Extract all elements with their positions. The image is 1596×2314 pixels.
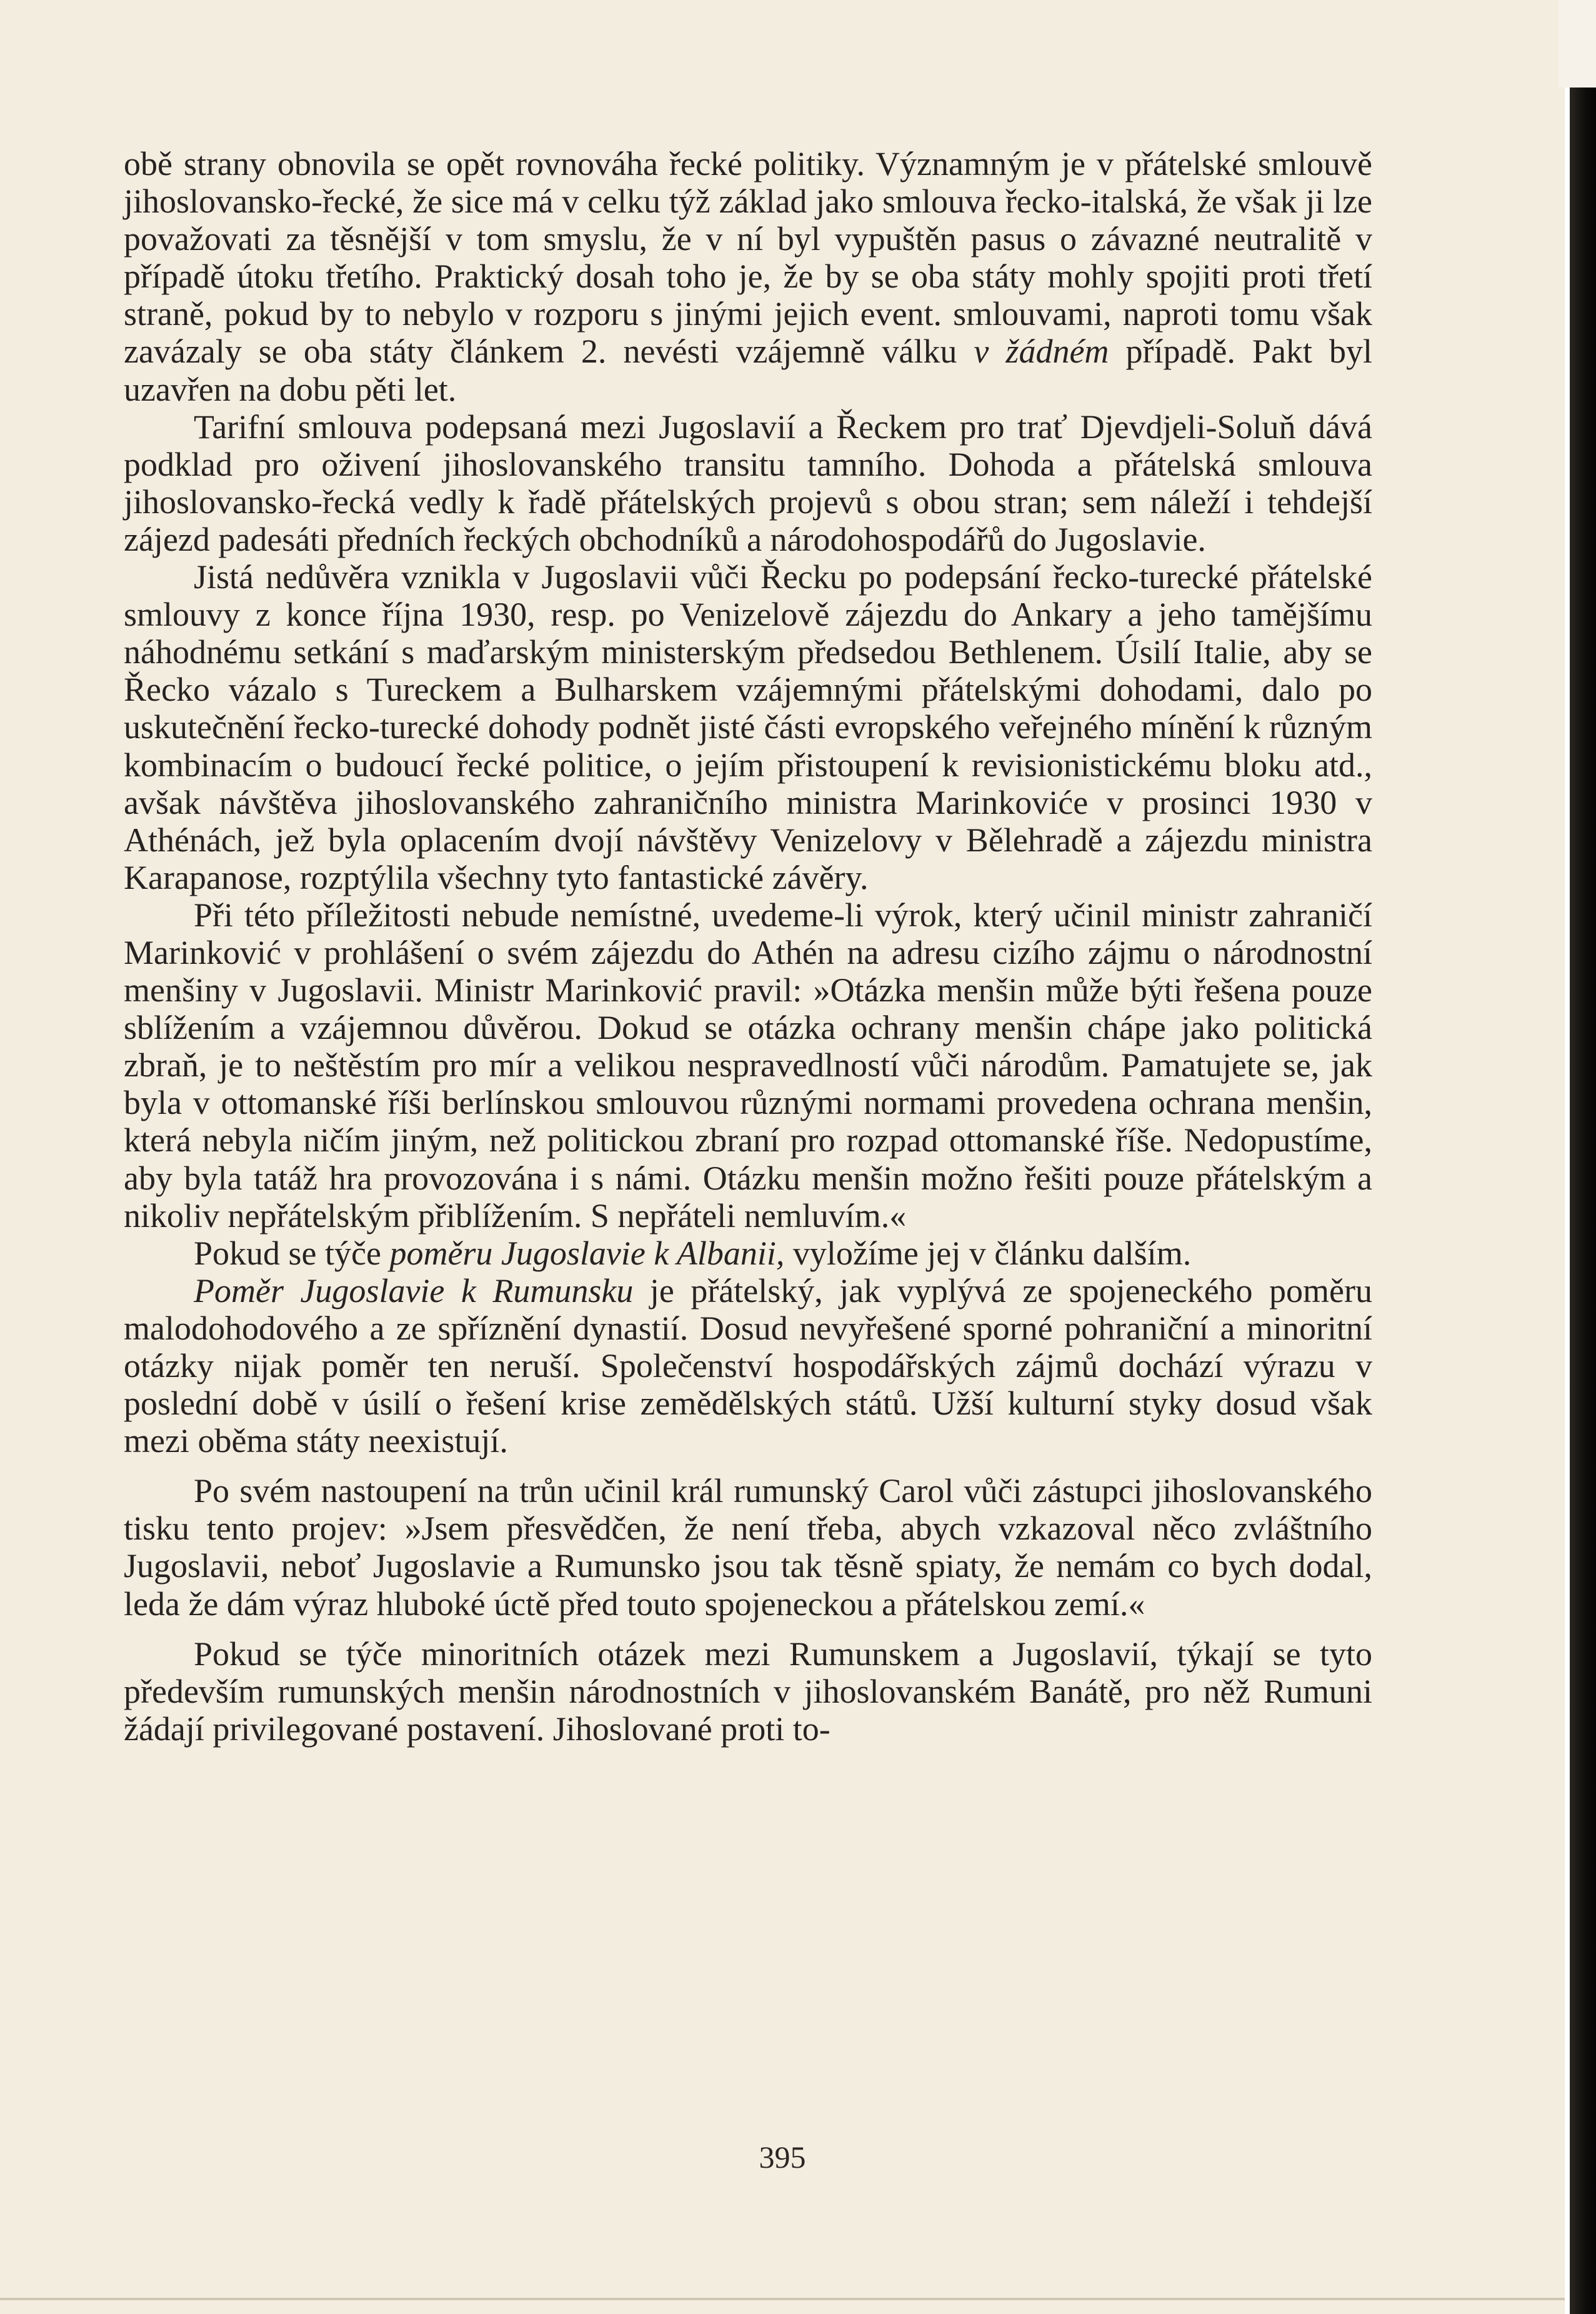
paragraph-8: [124, 1635, 1372, 1748]
paragraph-1: [124, 145, 1372, 408]
body-text: [124, 145, 1372, 1748]
text-segment: Jistá nedůvěra vznikla v Jugoslavii vůči Řecku po podepsání řecko-turecké přátelské smlouvy z konce října 1930, resp. po Venizelově zájezdu do Ankary a jeho tamějšímu náhodnému setkání s maďarským ministerským předsedou Bethlenem. Úsilí Italie, aby se Řecko vázalo s Tureckem a Bulharskem vzájemnými přátelskými dohodami, dalo po uskutečnění řecko-turecké dohody podnět jisté části evropského veřejného mínění k různým kombinacím o budoucí řecké politice, o jejím přistoupení k revisionistickému bloku atd., avšak návštěva jihoslovanského zahraničního ministra Marinkoviće v prosinci 1930 v Athénách, jež byla oplacením dvojí návštěvy Venizelovy v Bělehradě a zájezdu ministra Karapanose, rozptýlila všechny tyto fantastické závěry.: [124, 558, 1372, 896]
text-segment: Po svém nastoupení na trůn učinil král rumunský Carol vůči zástupci jihoslovanského tisku tento projev: »Jsem přesvědčen, že není třeba, abych vzkazoval něco zvláštního Jugoslavii, neboť Jugoslavie a Rumunsko jsou tak těsně spiaty, že nemám co bych dodal, leda že dám výraz hluboké úctě před touto spojeneckou a přátelskou zemí.«: [124, 1472, 1372, 1623]
paragraph-7: [124, 1472, 1372, 1622]
text-segment: vyložíme jej v článku dalším.: [784, 1234, 1192, 1272]
spine-top-gap: [1559, 0, 1596, 88]
paragraph-4: [124, 896, 1372, 1235]
page-bottom-edge: [0, 2298, 1565, 2300]
italic-segment: poměru Jugoslavie k Albanii,: [389, 1234, 785, 1272]
text-segment: obě strany obnovila se opět rovnováha řecké politiky. Významným je v přátelské smlouvě jihoslovansko-řecké, že sice má v celku týž základ jako smlouva řecko-italská, že však ji lze považovati za těsnější v tom smyslu, že v ní byl vypuštěn pasus o závazné neutralitě v případě útoku třetího. Praktický dosah toho je, že by se oba státy mohly spojiti proti třetí straně, pokud by to nebylo v rozporu s jinými jejich event. smlouvami, naproti tomu však zavázaly se oba státy článkem 2. nevésti vzájemně válku: [124, 145, 1372, 371]
italic-segment: v žádném: [974, 333, 1109, 371]
paragraph-5: [124, 1235, 1372, 1272]
paragraph-6: [124, 1272, 1372, 1460]
text-segment: Pokud se týče minoritních otázek mezi Rumunskem a Jugoslavií, týkají se tyto především rumunských menšin národnostních v jihoslovanském Banátě, pro něž Rumuni žádají privilegované postavení. Jihoslované proti to-: [124, 1635, 1372, 1748]
paragraph-2: [124, 408, 1372, 558]
book-spine-shadow: [1570, 0, 1596, 2314]
page-number: 395: [759, 2140, 806, 2175]
paragraph-3: [124, 558, 1372, 896]
text-segment: případě. Pakt byl uzavřen na dobu pěti let.: [124, 333, 1372, 408]
text-segment: Pokud se týče: [194, 1234, 390, 1272]
text-segment: Tarifní smlouva podepsaná mezi Jugoslavií a Řeckem pro trať Djevdjeli-Soluň dává podklad pro oživení jihoslovanského transitu tamního. Dohoda a přátelská smlouva jihoslovansko-řecká vedly k řadě přátelských projevů s obou stran; sem náleží i tehdejší zájezd padesáti předních řeckých obchodníků a národohospodářů do Jugoslavie.: [124, 408, 1372, 558]
text-segment: je přátelský, jak vyplývá ze spojeneckého poměru malodohodového a ze spříznění dynastií. Dosud nevyřešené sporné pohraniční a minoritní otázky nijak poměr ten neruší. Společenství hospodářských zájmů dochází výrazu v poslední době v úsilí o řešení krise zemědělských států. Užší kulturní styky dosud však mezi oběma státy neexistují.: [124, 1271, 1372, 1460]
italic-segment: Poměr Jugoslavie k Rumunsku: [194, 1271, 634, 1310]
text-segment: Při této příležitosti nebude nemístné, uvedeme-li výrok, který učinil ministr zahraničí Marinković v prohlášení o svém zájezdu do Athén na adresu cizího zájmu o národnostní menšiny v Jugoslavii. Ministr Marinković pravil: »Otázka menšin může býti řešena pouze sblížením a vzájemnou důvěrou. Dokud se otázka ochrany menšin chápe jako politická zbraň, je to neštěstím pro mír a velikou nespravedlností vůči národům. Pamatujete se, jak byla v ottomanské říši berlínskou smlouvou různými normami provedena ochrana menšin, která nebyla ničím jiným, než politickou zbraní pro rozpad ottomanské říše. Nedopustíme, aby byla tatáž hra provozována i s námi. Otázku menšin možno řešiti pouze přátelským a nikoliv nepřátelským přiblížením. S nepřáteli nemluvím.«: [124, 896, 1372, 1235]
